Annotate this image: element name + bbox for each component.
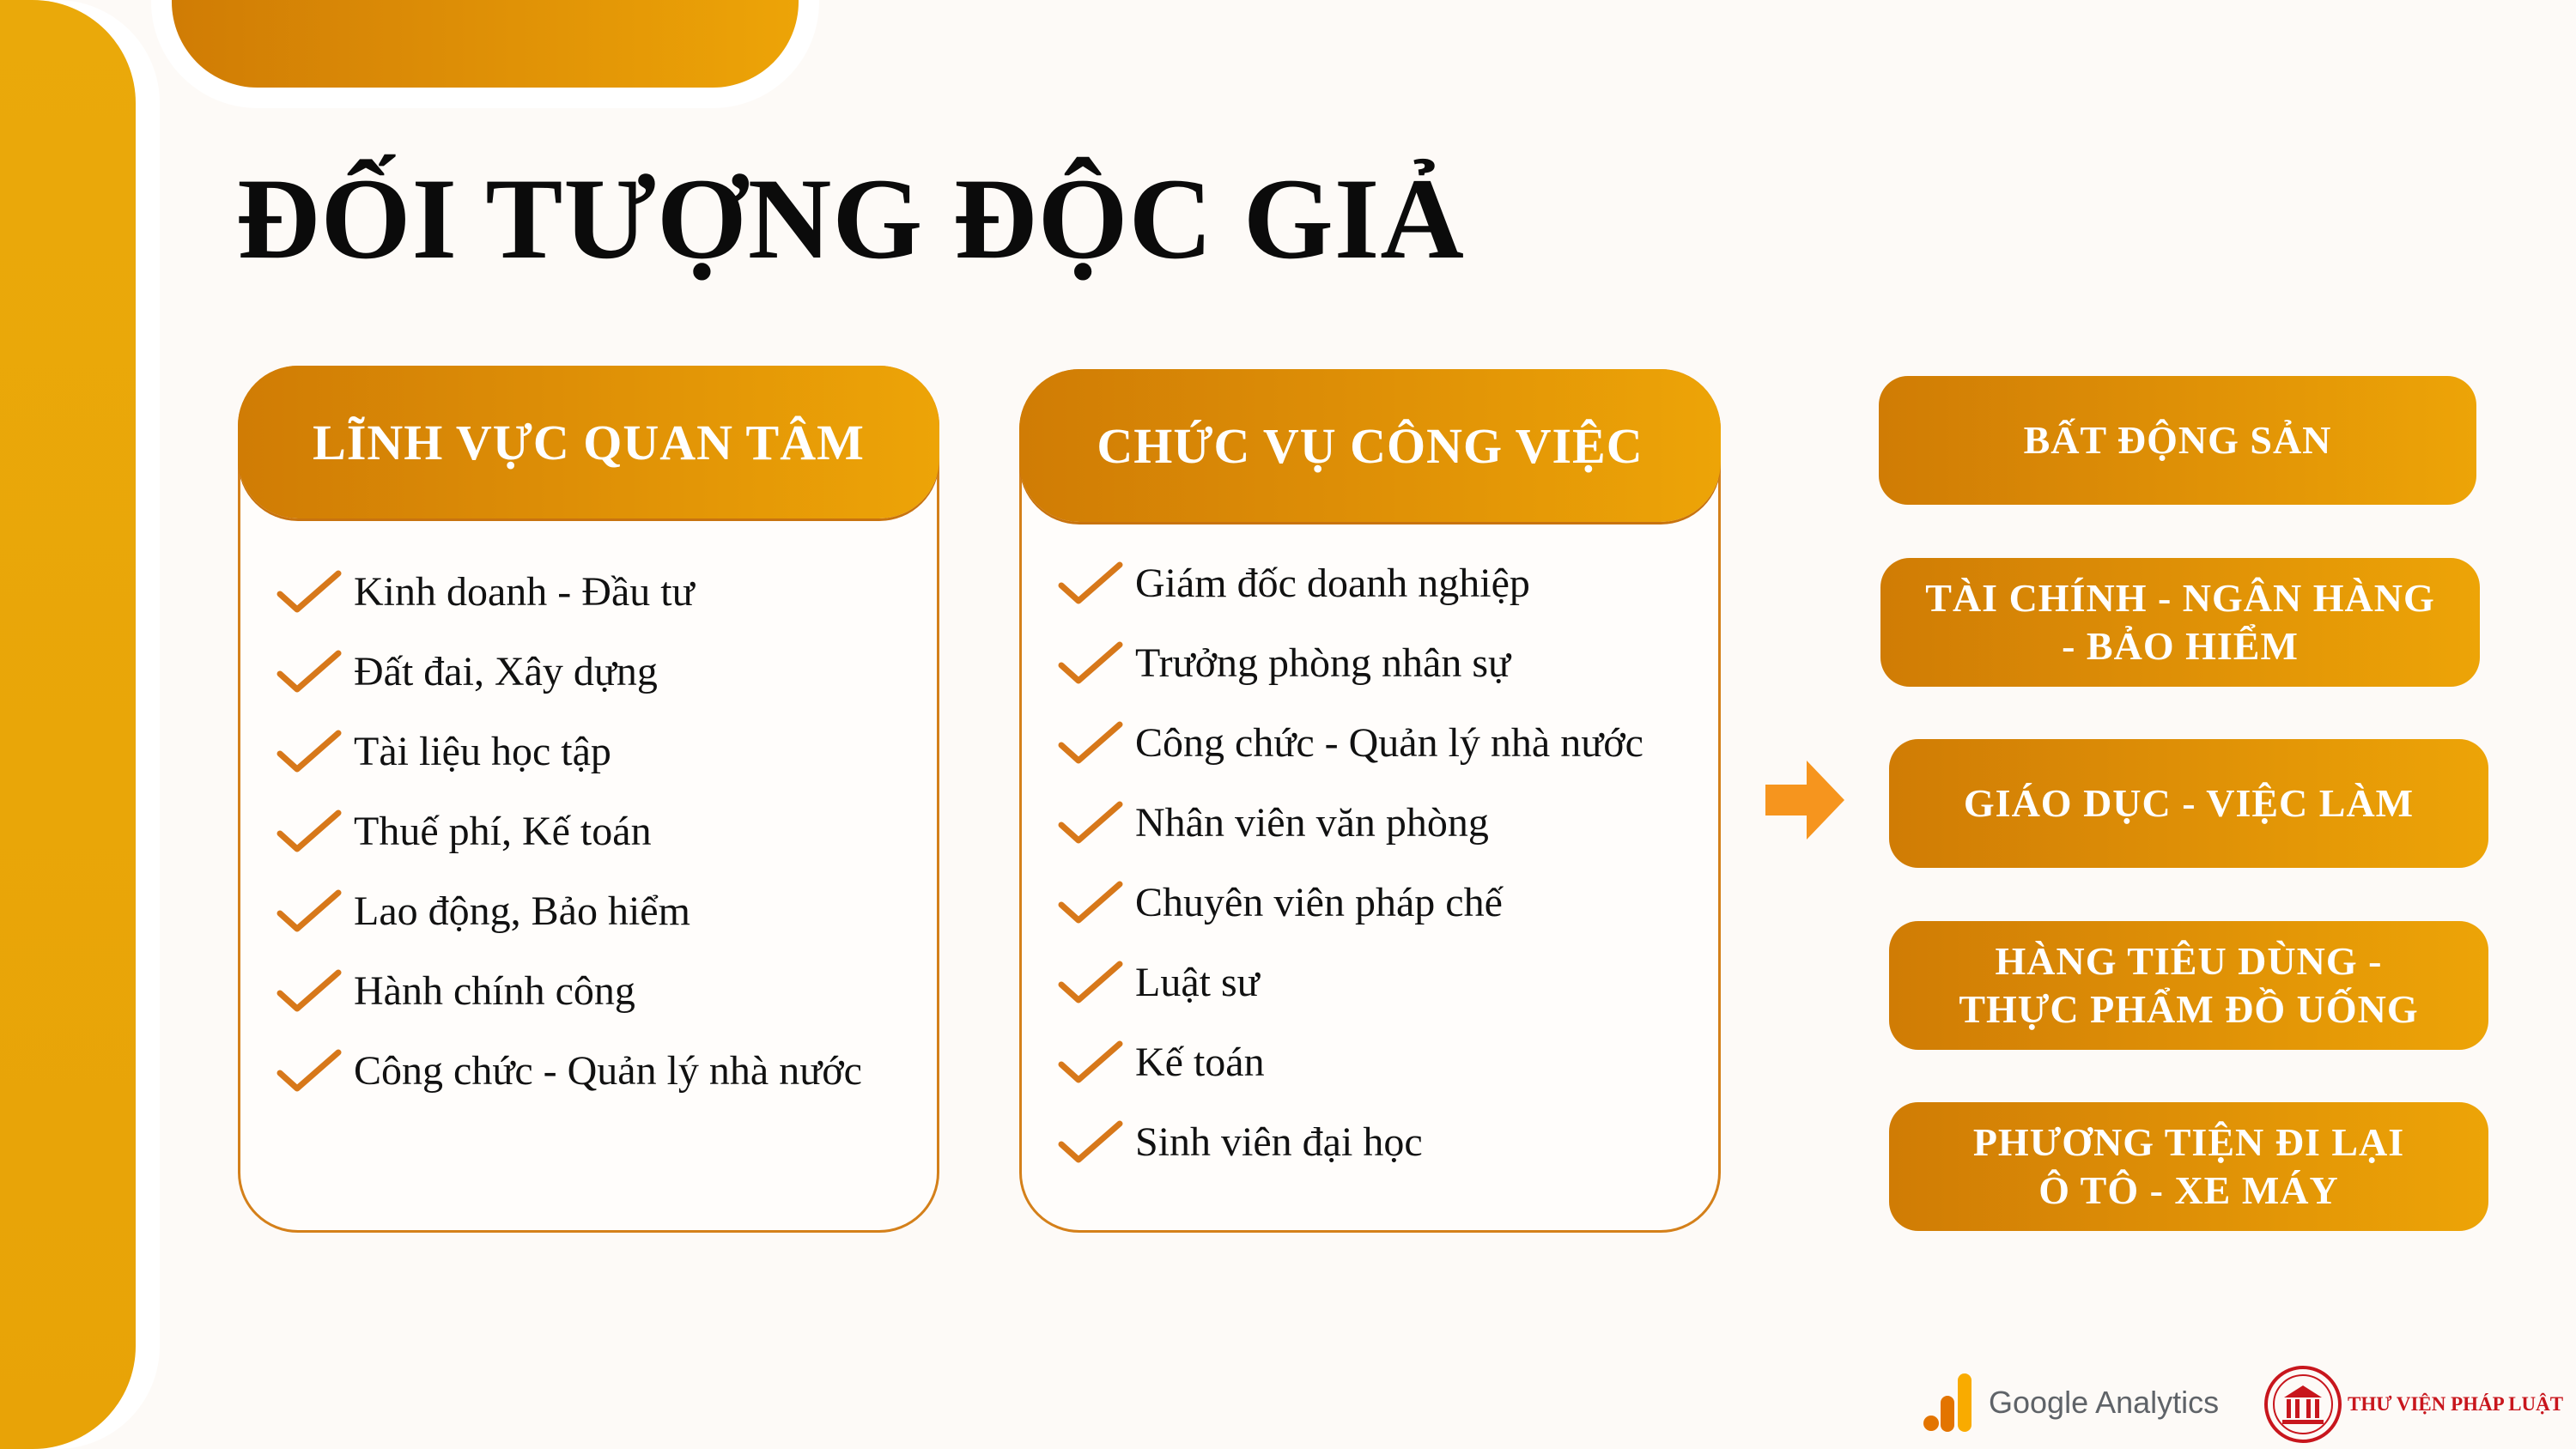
- list-item-label: Hành chính công: [354, 968, 635, 1014]
- list-item-label: Tài liệu học tập: [354, 729, 611, 774]
- check-icon: [1058, 879, 1123, 927]
- check-icon: [1058, 640, 1123, 688]
- sector-line2: Ô TÔ - XE MÁY: [2038, 1168, 2339, 1212]
- list-item: [276, 951, 862, 1031]
- sector-line1: TÀI CHÍNH - NGÂN HÀNG: [1925, 576, 2435, 620]
- list-item-label: Kinh doanh - Đầu tư: [354, 569, 695, 615]
- list-item: [1058, 703, 1643, 783]
- sector-line1: GIÁO DỤC - VIỆC LÀM: [1963, 781, 2415, 825]
- google-analytics-label: Google Analytics: [1989, 1385, 2220, 1420]
- sector-line1: PHƯƠNG TIỆN ĐI LẠI: [1972, 1120, 2405, 1164]
- list-item: [276, 791, 862, 871]
- check-icon: [276, 967, 342, 1016]
- check-icon: [1058, 560, 1123, 608]
- list-item-label: Trưởng phòng nhân sự: [1135, 640, 1511, 686]
- brand-label: THƯ VIỆN PHÁP LUẬT: [2348, 1393, 2564, 1415]
- list-item-label: Nhân viên văn phòng: [1135, 800, 1489, 846]
- list-item: [1058, 623, 1643, 703]
- sector-pill: [1889, 1102, 2488, 1231]
- positions-card: [1019, 369, 1721, 1233]
- list-item: [1058, 943, 1643, 1022]
- check-icon: [276, 728, 342, 776]
- arrow-right-icon: [1765, 761, 1844, 840]
- list-item: [276, 1031, 862, 1111]
- list-item-label: Công chức - Quản lý nhà nước: [354, 1048, 862, 1094]
- check-icon: [276, 1047, 342, 1095]
- positions-list: [1058, 543, 1643, 1182]
- list-item: [276, 712, 862, 791]
- list-item: [1058, 863, 1643, 943]
- check-icon: [276, 888, 342, 936]
- check-icon: [1058, 799, 1123, 847]
- sector-pill: [1889, 921, 2488, 1050]
- sector-pill: [1889, 739, 2488, 868]
- thu-vien-phap-luat-logo: [2263, 1365, 2342, 1444]
- google-analytics-badge: [1923, 1373, 2219, 1432]
- list-item-label: Luật sư: [1135, 960, 1260, 1005]
- check-icon: [1058, 959, 1123, 1007]
- list-item-label: Công chức - Quản lý nhà nước: [1135, 720, 1643, 766]
- list-item: [276, 871, 862, 951]
- list-item-label: Thuế phí, Kế toán: [354, 809, 652, 854]
- interests-heading: LĨNH VỰC QUAN TÂM: [238, 366, 939, 518]
- check-icon: [1058, 719, 1123, 767]
- list-item-label: Đất đai, Xây dựng: [354, 649, 658, 694]
- list-item-label: Lao động, Bảo hiểm: [354, 888, 690, 934]
- sector-pill: [1879, 376, 2476, 505]
- decor-top-pill: [172, 0, 799, 88]
- check-icon: [276, 648, 342, 696]
- list-item-label: Giám đốc doanh nghiệp: [1135, 561, 1530, 606]
- interests-list: [276, 552, 862, 1111]
- list-item: [1058, 1102, 1643, 1182]
- sector-line2: - BẢO HIỂM: [2062, 624, 2299, 668]
- list-item: [1058, 1022, 1643, 1102]
- positions-heading: CHỨC VỤ CÔNG VIỆC: [1019, 369, 1721, 522]
- list-item-label: Sinh viên đại học: [1135, 1119, 1423, 1165]
- list-item-label: Chuyên viên pháp chế: [1135, 880, 1503, 925]
- list-item-label: Kế toán: [1135, 1040, 1265, 1085]
- brand-badge: [2263, 1365, 2563, 1444]
- check-icon: [1058, 1039, 1123, 1087]
- page-title: ĐỐI TƯỢNG ĐỘC GIẢ: [236, 155, 1465, 283]
- check-icon: [276, 568, 342, 616]
- check-icon: [1058, 1119, 1123, 1167]
- sector-line1: HÀNG TIÊU DÙNG -: [1995, 939, 2383, 983]
- interests-card: [238, 366, 939, 1233]
- list-item: [276, 632, 862, 712]
- check-icon: [276, 808, 342, 856]
- sector-pill: [1880, 558, 2480, 687]
- decor-left-bar: [0, 0, 136, 1449]
- list-item: [1058, 543, 1643, 623]
- list-item: [276, 552, 862, 632]
- google-analytics-icon: [1923, 1373, 1971, 1432]
- list-item: [1058, 783, 1643, 863]
- sector-line1: BẤT ĐỘNG SẢN: [2023, 418, 2332, 462]
- sector-line2: THỰC PHẨM ĐỒ UỐNG: [1959, 987, 2419, 1031]
